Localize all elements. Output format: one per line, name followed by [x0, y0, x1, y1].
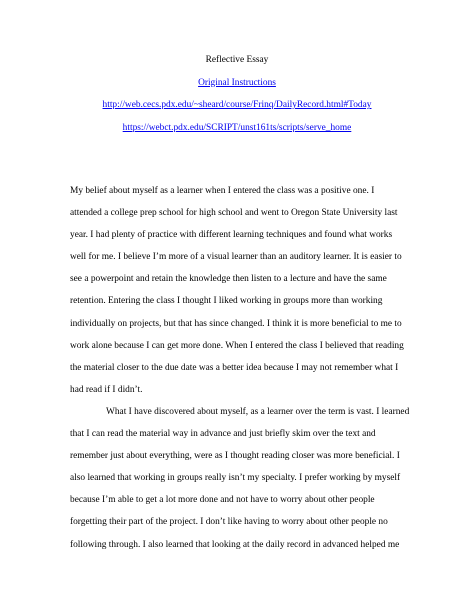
document-header	[0, 54, 474, 144]
paragraph-line: following through. I also learned that looking at the daily record in advanced helped me	[70, 539, 400, 550]
paragraph-line: What I have discovered about myself, as a learner over the term is vast. I learned	[106, 406, 410, 417]
paragraph-line: work alone because I can get more done. When I entered the class I believed that reading	[70, 340, 404, 351]
paragraph-line: forgetting their part of the project. I don’t like having to worry about other people no	[70, 517, 388, 528]
paragraph-line: year. I had plenty of practice with different learning techniques and found what works	[70, 230, 393, 241]
paragraph-line: because I’m able to get a lot more done and not have to worry about other people	[70, 495, 375, 506]
paragraph-1	[70, 180, 404, 401]
paragraph-line: My belief about myself as a learner when I entered the class was a positive one. I	[70, 186, 375, 196]
original-instructions-link[interactable]: Original Instructions	[198, 77, 276, 88]
paragraph-line: also learned that working in groups really isn’t my specialty. I prefer working by myself	[70, 473, 401, 484]
paragraph-line: well for me. I believe I’m more of a visual learner than an auditory learner. It is easier to	[70, 252, 402, 263]
essay-title: Reflective Essay	[205, 55, 269, 65]
paragraph-line: retention. Entering the class I thought I liked working in groups more than working	[70, 296, 383, 307]
paragraph-line: see a powerpoint and retain the knowledge then listen to a lecture and have the same	[70, 274, 387, 285]
paragraph-line: that I can read the material way in advance and just briefly skim over the text and	[70, 429, 376, 440]
paragraph-line: the material closer to the due date was a better idea because I may not remember what I	[70, 362, 399, 373]
paragraph-line: had read if I didn’t.	[70, 384, 143, 395]
paragraph-line: individually on projects, but that has since changed. I think it is more beneficial to me to	[70, 318, 402, 329]
daily-record-link[interactable]: http://web.cecs.pdx.edu/~sheard/course/Frinq/DailyRecord.html#Today	[102, 100, 372, 110]
webct-link[interactable]: https://webct.pdx.edu/SCRIPT/unst161ts/scripts/serve_home	[122, 122, 352, 133]
essay-body	[70, 180, 410, 556]
paragraph-line: remember just about everything, were as I thought reading closer was more beneficial. I	[70, 451, 400, 462]
paragraph-2	[70, 401, 410, 556]
paragraph-line: attended a college prep school for high school and went to Oregon State University last	[70, 208, 398, 219]
